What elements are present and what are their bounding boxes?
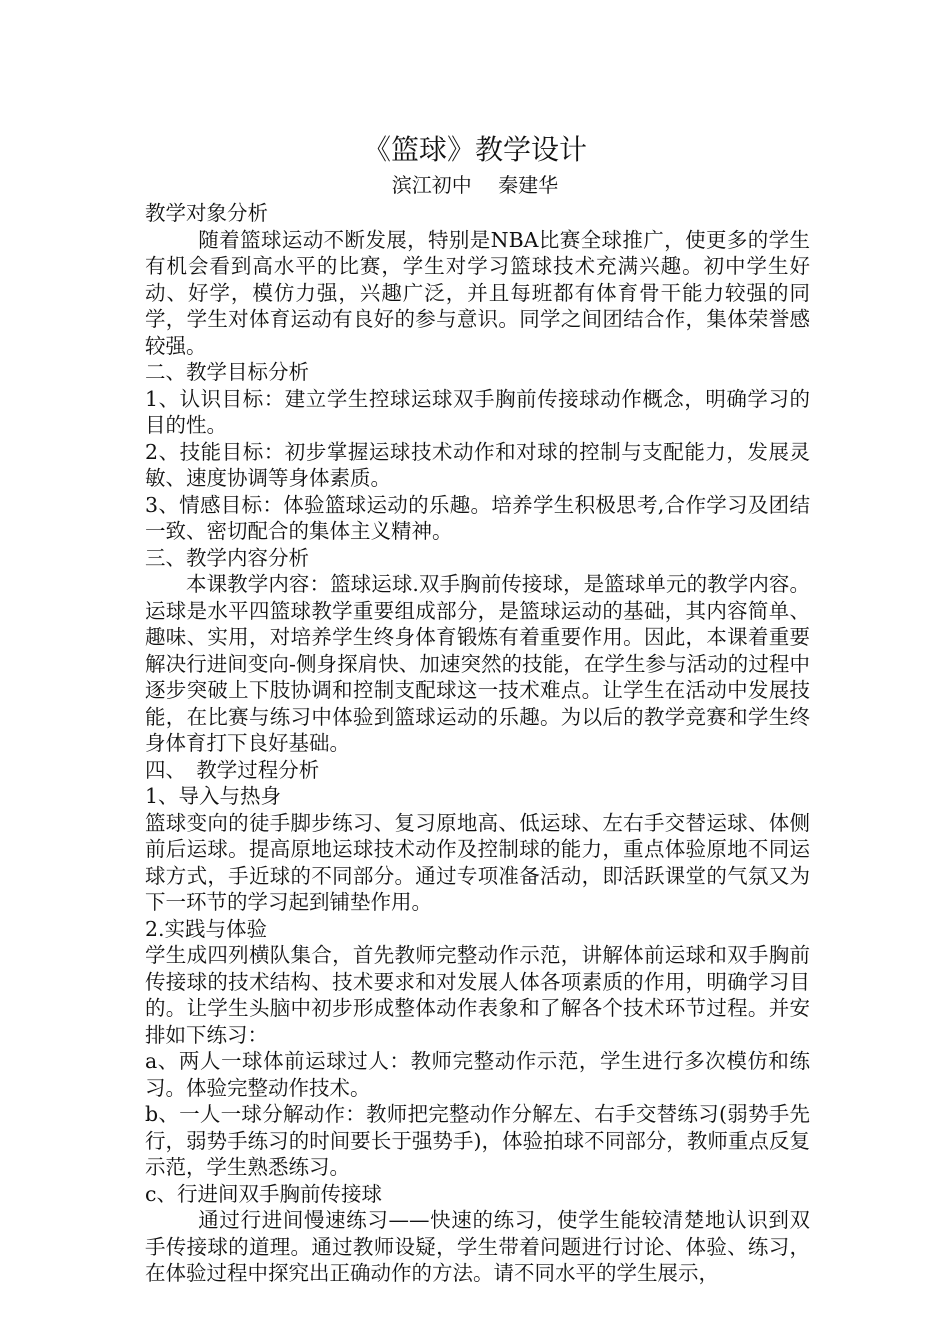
- section-heading: 四、 教学过程分析: [145, 757, 320, 782]
- paragraph: 通过行进间慢速练习——快速的练习，使学生能较清楚地认识到双手传接球的道理。通过教师设疑，学生带着问题进行讨论、体验、练习，在体验过程中探究出正确动作的方法。请不同水平的学生展示，: [145, 1208, 810, 1285]
- paragraph: 篮球变向的徒手脚步练习、复习原地高、低运球、左右手交替运球、体侧前后运球。提高原地运球技术动作及控制球的能力，重点体验原地不同运球方式，手近球的不同部分。通过专项准备活动，即活跃课堂的气氛又为下一环节的学习起到铺垫作用。: [145, 810, 810, 914]
- document-body: [145, 200, 810, 1287]
- paragraph: a、两人一球体前运球过人：教师完整动作示范，学生进行多次模仿和练习。体验完整动作技术。: [145, 1049, 810, 1100]
- paragraph: b、一人一球分解动作：教师把完整动作分解左、右手交替练习(弱势手先行，弱势手练习的时间要长于强势手)，体验拍球不同部分，教师重点反复示范，学生熟悉练习。: [145, 1102, 810, 1179]
- subsection-heading: c、行进间双手胸前传接球: [145, 1181, 382, 1206]
- document-title: 《篮球》教学设计: [362, 133, 587, 166]
- section-heading: 教学对象分析: [145, 201, 268, 225]
- author-line: 滨江初中 秦建华: [391, 173, 559, 197]
- section-heading: 二、教学目标分析: [145, 360, 309, 384]
- paragraph: 3、情感目标：体验篮球运动的乐趣。培养学生积极思考,合作学习及团结一致、密切配合的集体主义精神。: [145, 492, 810, 543]
- paragraph: 学生成四列横队集合，首先教师完整动作示范，讲解体前运球和双手胸前传接球的技术结构、技术要求和对发展人体各项素质的作用，明确学习目的。让学生头脑中初步形成整体动作表象和了解各个技术环节过程。并安排如下练习：: [145, 943, 810, 1047]
- subsection-heading: 1、导入与热身: [145, 784, 282, 808]
- paragraph: 2、技能目标：初步掌握运球技术动作和对球的控制与支配能力，发展灵敏、速度协调等身体素质。: [145, 439, 810, 490]
- paragraph: 1、认识目标：建立学生控球运球双手胸前传接球动作概念，明确学习的目的性。: [145, 386, 810, 437]
- paragraph: 本课教学内容：篮球运球.双手胸前传接球，是篮球单元的教学内容。运球是水平四篮球教学重要组成部分，是篮球运动的基础，其内容简单、趣味、实用，对培养学生终身体育锻炼有着重要作用。因此，本课着重要解决行进间变向-侧身探肩快、加速突然的技能，在学生参与活动的过程中逐步突破上下肢协调和控制支配球这一技术难点。让学生在活动中发展技能，在比赛与练习中体验到篮球运动的乐趣。为以后的教学竞赛和学生终身体育打下良好基础。: [145, 572, 810, 755]
- section-heading: 三、教学内容分析: [145, 545, 309, 570]
- subsection-heading: 2.实践与体验: [145, 916, 268, 941]
- paragraph: 随着篮球运动不断发展，特别是NBA比赛全球推广，使更多的学生有机会看到高水平的比赛，学生对学习篮球技术充满兴趣。初中学生好动、好学，模仿力强，兴趣广泛，并且每班都有体育骨干能力较强的同学，学生对体育运动有良好的参与意识。同学之间团结合作，集体荣誉感较强。: [145, 227, 810, 358]
